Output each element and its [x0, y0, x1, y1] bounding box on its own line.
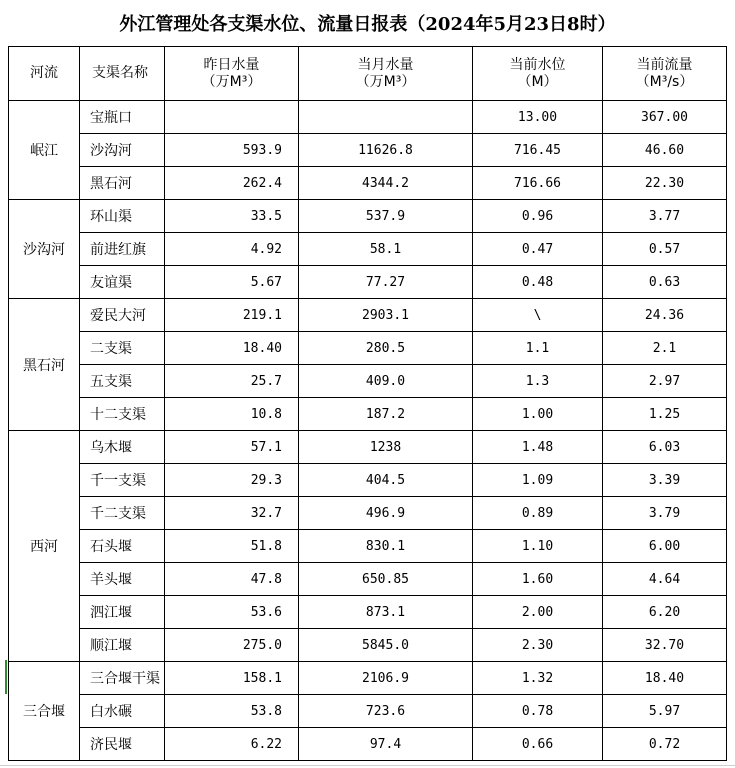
yesterday-volume: 262.4 [165, 167, 299, 200]
river-name: 三合堰 [9, 662, 80, 761]
river-name: 黑石河 [9, 299, 80, 431]
table-row [9, 662, 727, 695]
table-row [9, 431, 727, 464]
current-level: 1.60 [473, 563, 603, 596]
header-yesterday-volume: 昨日水量 （万M³） [165, 47, 299, 101]
month-volume: 650.85 [299, 563, 473, 596]
current-flow: 22.30 [603, 167, 727, 200]
month-volume: 873.1 [299, 596, 473, 629]
branch-name: 十二支渠 [80, 398, 165, 431]
current-flow: 367.00 [603, 101, 727, 134]
yesterday-volume: 47.8 [165, 563, 299, 596]
current-level: 2.30 [473, 629, 603, 662]
yesterday-volume: 158.1 [165, 662, 299, 695]
month-volume: 537.9 [299, 200, 473, 233]
report-title: 外江管理处各支渠水位、流量日报表（2024年5月23日8时） [119, 14, 616, 35]
current-level: 1.00 [473, 398, 603, 431]
table-row [9, 728, 727, 761]
current-level: 1.10 [473, 530, 603, 563]
current-level: 716.45 [473, 134, 603, 167]
yesterday-volume: 25.7 [165, 365, 299, 398]
branch-name: 沙沟河 [80, 134, 165, 167]
current-level: 716.66 [473, 167, 603, 200]
yesterday-volume: 10.8 [165, 398, 299, 431]
current-level: 13.00 [473, 101, 603, 134]
current-level: 1.09 [473, 464, 603, 497]
sheet-bottom-border [0, 765, 735, 766]
month-volume: 2106.9 [299, 662, 473, 695]
current-level: 1.3 [473, 365, 603, 398]
branch-name: 石头堰 [80, 530, 165, 563]
table-row [9, 167, 727, 200]
yesterday-volume: 29.3 [165, 464, 299, 497]
table-row [9, 266, 727, 299]
table-row [9, 464, 727, 497]
month-volume: 404.5 [299, 464, 473, 497]
current-level: 0.89 [473, 497, 603, 530]
table-row [9, 233, 727, 266]
yesterday-volume: 5.67 [165, 266, 299, 299]
branch-name: 黑石河 [80, 167, 165, 200]
yesterday-volume: 219.1 [165, 299, 299, 332]
table-row [9, 101, 727, 134]
table-row [9, 596, 727, 629]
current-level: 1.1 [473, 332, 603, 365]
table-row [9, 398, 727, 431]
month-volume: 830.1 [299, 530, 473, 563]
month-volume: 11626.8 [299, 134, 473, 167]
branch-name: 爱民大河 [80, 299, 165, 332]
branch-name: 乌木堰 [80, 431, 165, 464]
month-volume: 77.27 [299, 266, 473, 299]
month-volume: 58.1 [299, 233, 473, 266]
current-flow: 24.36 [603, 299, 727, 332]
branch-name: 宝瓶口 [80, 101, 165, 134]
current-level: \ [473, 299, 603, 332]
yesterday-volume: 593.9 [165, 134, 299, 167]
current-flow: 3.77 [603, 200, 727, 233]
current-flow: 6.00 [603, 530, 727, 563]
current-flow: 0.57 [603, 233, 727, 266]
table-row [9, 629, 727, 662]
table-row [9, 497, 727, 530]
yesterday-volume: 53.6 [165, 596, 299, 629]
current-level: 0.78 [473, 695, 603, 728]
branch-name: 五支渠 [80, 365, 165, 398]
current-level: 1.48 [473, 431, 603, 464]
month-volume: 1238 [299, 431, 473, 464]
current-flow: 46.60 [603, 134, 727, 167]
branch-name: 二支渠 [80, 332, 165, 365]
table-row [9, 200, 727, 233]
current-level: 0.66 [473, 728, 603, 761]
yesterday-volume: 53.8 [165, 695, 299, 728]
month-volume [299, 101, 473, 134]
table-row [9, 332, 727, 365]
header-month-volume: 当月水量 （万M³） [299, 47, 473, 101]
branch-name: 前进红旗 [80, 233, 165, 266]
current-flow: 0.72 [603, 728, 727, 761]
month-volume: 97.4 [299, 728, 473, 761]
current-flow: 5.97 [603, 695, 727, 728]
current-flow: 3.39 [603, 464, 727, 497]
month-volume: 280.5 [299, 332, 473, 365]
branch-name: 白水碾 [80, 695, 165, 728]
table-row [9, 563, 727, 596]
branch-name: 千一支渠 [80, 464, 165, 497]
yesterday-volume [165, 101, 299, 134]
month-volume: 409.0 [299, 365, 473, 398]
current-level: 1.32 [473, 662, 603, 695]
branch-name: 泗江堰 [80, 596, 165, 629]
branch-name: 环山渠 [80, 200, 165, 233]
header-current-flow: 当前流量 （M³/s） [603, 47, 727, 101]
table-row [9, 530, 727, 563]
current-flow: 0.63 [603, 266, 727, 299]
yesterday-volume: 6.22 [165, 728, 299, 761]
river-name: 岷江 [9, 101, 80, 200]
month-volume: 2903.1 [299, 299, 473, 332]
table-row [9, 695, 727, 728]
month-volume: 723.6 [299, 695, 473, 728]
current-flow: 18.40 [603, 662, 727, 695]
current-flow: 32.70 [603, 629, 727, 662]
branch-name: 济民堰 [80, 728, 165, 761]
yesterday-volume: 51.8 [165, 530, 299, 563]
month-volume: 4344.2 [299, 167, 473, 200]
current-level: 2.00 [473, 596, 603, 629]
branch-name: 顺江堰 [80, 629, 165, 662]
current-flow: 3.79 [603, 497, 727, 530]
table-row [9, 134, 727, 167]
header-river: 河流 [9, 47, 80, 101]
yesterday-volume: 57.1 [165, 431, 299, 464]
current-flow: 6.03 [603, 431, 727, 464]
branch-name: 友谊渠 [80, 266, 165, 299]
current-flow: 2.1 [603, 332, 727, 365]
yesterday-volume: 4.92 [165, 233, 299, 266]
branch-name: 羊头堰 [80, 563, 165, 596]
table-row [9, 365, 727, 398]
report-table [8, 46, 727, 761]
branch-name: 三合堰干渠 [80, 662, 165, 695]
current-level: 0.47 [473, 233, 603, 266]
river-name: 沙沟河 [9, 200, 80, 299]
header-current-level: 当前水位 （M） [473, 47, 603, 101]
report-body [9, 101, 727, 761]
month-volume: 5845.0 [299, 629, 473, 662]
current-level: 0.48 [473, 266, 603, 299]
yesterday-volume: 275.0 [165, 629, 299, 662]
current-flow: 1.25 [603, 398, 727, 431]
yesterday-volume: 18.40 [165, 332, 299, 365]
month-volume: 496.9 [299, 497, 473, 530]
yesterday-volume: 33.5 [165, 200, 299, 233]
current-level: 0.96 [473, 200, 603, 233]
month-volume: 187.2 [299, 398, 473, 431]
cell-selection-marker [5, 660, 7, 694]
header-row [9, 47, 727, 101]
current-flow: 2.97 [603, 365, 727, 398]
river-name: 西河 [9, 431, 80, 662]
current-flow: 6.20 [603, 596, 727, 629]
current-flow: 4.64 [603, 563, 727, 596]
header-branch: 支渠名称 [80, 47, 165, 101]
yesterday-volume: 32.7 [165, 497, 299, 530]
branch-name: 千二支渠 [80, 497, 165, 530]
table-row [9, 299, 727, 332]
